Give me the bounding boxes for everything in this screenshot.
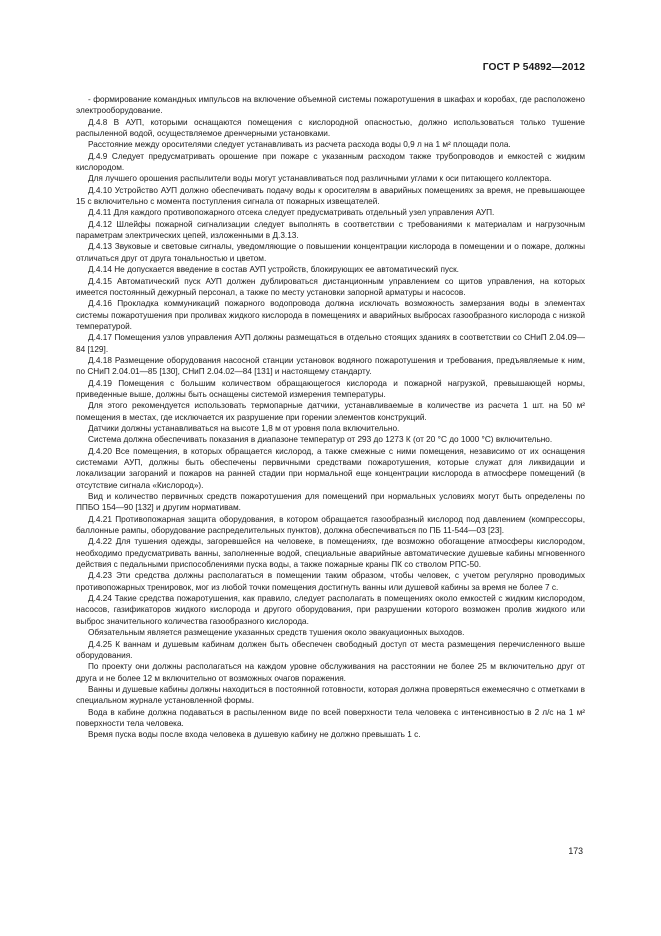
paragraph: Д.4.12 Шлейфы пожарной сигнализации следует выполнять в соответствии с требованиями к материалам и нагрузочным параметрам электрических цепей, изложенными в Д.3.13. (76, 219, 585, 241)
paragraph: - формирование командных импульсов на включение объемной системы пожаротушения в шкафах и коробах, где расположено электрооборудование. (76, 95, 585, 116)
paragraph: Д.4.20 Все помещения, в которых обращается кислород, а также смежные с ними помещения, независимо от их оснащения системами АУП, должны быть обеспечены первичными средствами пожаротушения, которые служат для ликвидации и локализации загораний и пожаров на ранней стадии при нормальной еще концентрации кислорода в атмосфере помещений (в отсутствие сигнала «Кислород»). (76, 446, 585, 490)
paragraph: Вид и количество первичных средств пожаротушения для помещений при нормальных условиях могут быть определены по ППБО 154—90 [132] и другим нормативам. (76, 492, 585, 513)
paragraph: Для лучшего орошения распылители воды могут устанавливаться под различными углами к оси питающего коллектора. (88, 174, 552, 184)
paragraph: Время пуска воды после входа человека в душевую кабину не должно превышать 1 с. (88, 730, 421, 740)
paragraph: Д.4.17 Помещения узлов управления АУП должны размещаться в отдельно стоящих зданиях в соответствии со СНиП 2.04.09—84 [129]. (76, 333, 585, 354)
paragraph: Д.4.23 Эти средства должны располагаться в помещении таким образом, чтобы человек, с учетом регулярно проводимых противопожарных тренировок, мог из любой точки помещения достигнуть ванны или душевой кабины за время не более 7 с. (76, 571, 585, 592)
paragraph: Для этого рекомендуется использовать термопарные датчики, устанавливаемые в количестве из расчета 1 шт. на 50 м² помещения в местах, где исключается их разрушение при горении элементов конструкций. (76, 401, 585, 422)
paragraph: Датчики должны устанавливаться на высоте 1,8 м от уровня пола включительно. (88, 423, 400, 433)
paragraph: Д.4.18 Размещение оборудования насосной станции установок водяного пожаротушения и требования, предъявляемые к ним, по СНиП 2.04.01—85 [130], СНиП 2.04.02—84 [131] и настоящему стандарту. (76, 355, 585, 377)
paragraph: По проекту они должны располагаться на каждом уровне обслуживания на расстоянии не более 25 м включительно друг от друга и не более 12 м включительно от возможных очагов поражения. (76, 662, 585, 683)
paragraph: Д.4.15 Автоматический пуск АУП должен дублироваться дистанционным управлением со щитов управления, на которых имеется постоянный дежурный персонал, а также по месту установки запорной арматуры и насосов. (76, 276, 585, 297)
paragraph: Д.4.25 К ваннам и душевым кабинам должен быть обеспечен свободный доступ от места размещения перечисленного выше оборудования. (76, 639, 585, 660)
paragraph: Д.4.10 Устройство АУП должно обеспечивать подачу воды к оросителям в аварийных помещениях за время, не превышающее 15 с включительно с момента поступления сигнала от пожарных извещателей. (76, 185, 585, 207)
page-number: 173 (568, 846, 583, 856)
paragraph: Расстояние между оросителями следует устанавливать из расчета расхода воды 0,9 л на 1 м² площади пола. (88, 140, 511, 150)
paragraph: Д.4.24 Такие средства пожаротушения, как правило, следует располагать в помещениях около емкостей с жидким кислородом, насосов, газификаторов жидкого кислорода и другого оборудования, при разрушении которого возможен пролив жидкого или выброс значительного количества газообразного кислорода. (76, 594, 585, 626)
paragraph: Д.4.8 В АУП, которыми оснащаются помещения с кислородной опасностью, должно использоваться только тушение распыленной водой, осуществляемое дренчерными установками. (76, 117, 585, 139)
paragraph: Д.4.22 Для тушения одежды, загоревшейся на человеке, в помещениях, где возможно обогащение атмосферы кислородом, необходимо предусматривать ванны, заполненные водой, специальные аварийные автоматические душевые кабины мгновенного действия с педальными приспособлениями пуска воды, а также пожарные краны ПК со стволом РПС-50. (76, 537, 585, 570)
paragraph: Д.4.19 Помещения с большим количеством обращающегося кислорода и пожарной нагрузкой, превышающей нормы, приведенные выше, должны быть оснащены системой измерения температуры. (76, 378, 585, 399)
paragraph: Д.4.21 Противопожарная защита оборудования, в котором обращается газообразный кислород под давлением (компрессоры, баллонные рампы, оборудование распределительных пунктов), должна обеспечиваться по ПБ 11-544—03 [23]. (76, 514, 585, 536)
paragraph: Система должна обеспечивать показания в диапазоне температур от 293 до 1273 К (от 20 °С до 1000 °С) включительно. (88, 435, 553, 445)
paragraph: Вода в кабине должна подаваться в распыленном виде по всей поверхности тела человека с интенсивностью в 2 л/с на 1 м² поверхности тела человека. (76, 707, 585, 728)
paragraph: Д.4.14 Не допускается введение в состав АУП устройств, блокирующих ее автоматический пуск. (88, 265, 459, 275)
paragraph: Д.4.9 Следует предусматривать орошение при пожаре с указанным расходом также трубопроводов и емкостей с жидким кислородом. (76, 151, 585, 173)
paragraph: Ванны и душевые кабины должны находиться в постоянной готовности, которая должна проверяться ежемесячно с отметками в специальном журнале установленной формы. (76, 684, 585, 706)
document-body (76, 94, 585, 741)
paragraph: Д.4.16 Прокладка коммуникаций пожарного водопровода должна исключать возможность замерзания воды в элементах системы пожаротушения при проливах жидкого кислорода в помещениях и аварийных выбросах газообразного кислорода с низкой температурой. (76, 299, 585, 331)
paragraph: Обязательным является размещение указанных средств тушения около эвакуационных выходов. (88, 628, 465, 638)
document-header: ГОСТ Р 54892—2012 (482, 62, 585, 73)
paragraph: Д.4.11 Для каждого противопожарного отсека следует предусматривать отдельный узел управления АУП. (88, 208, 495, 218)
paragraph: Д.4.13 Звуковые и световые сигналы, уведомляющие о повышении концентрации кислорода в помещении и о пожаре, должны отличаться друг от друга тональностью и цветом. (76, 242, 585, 263)
